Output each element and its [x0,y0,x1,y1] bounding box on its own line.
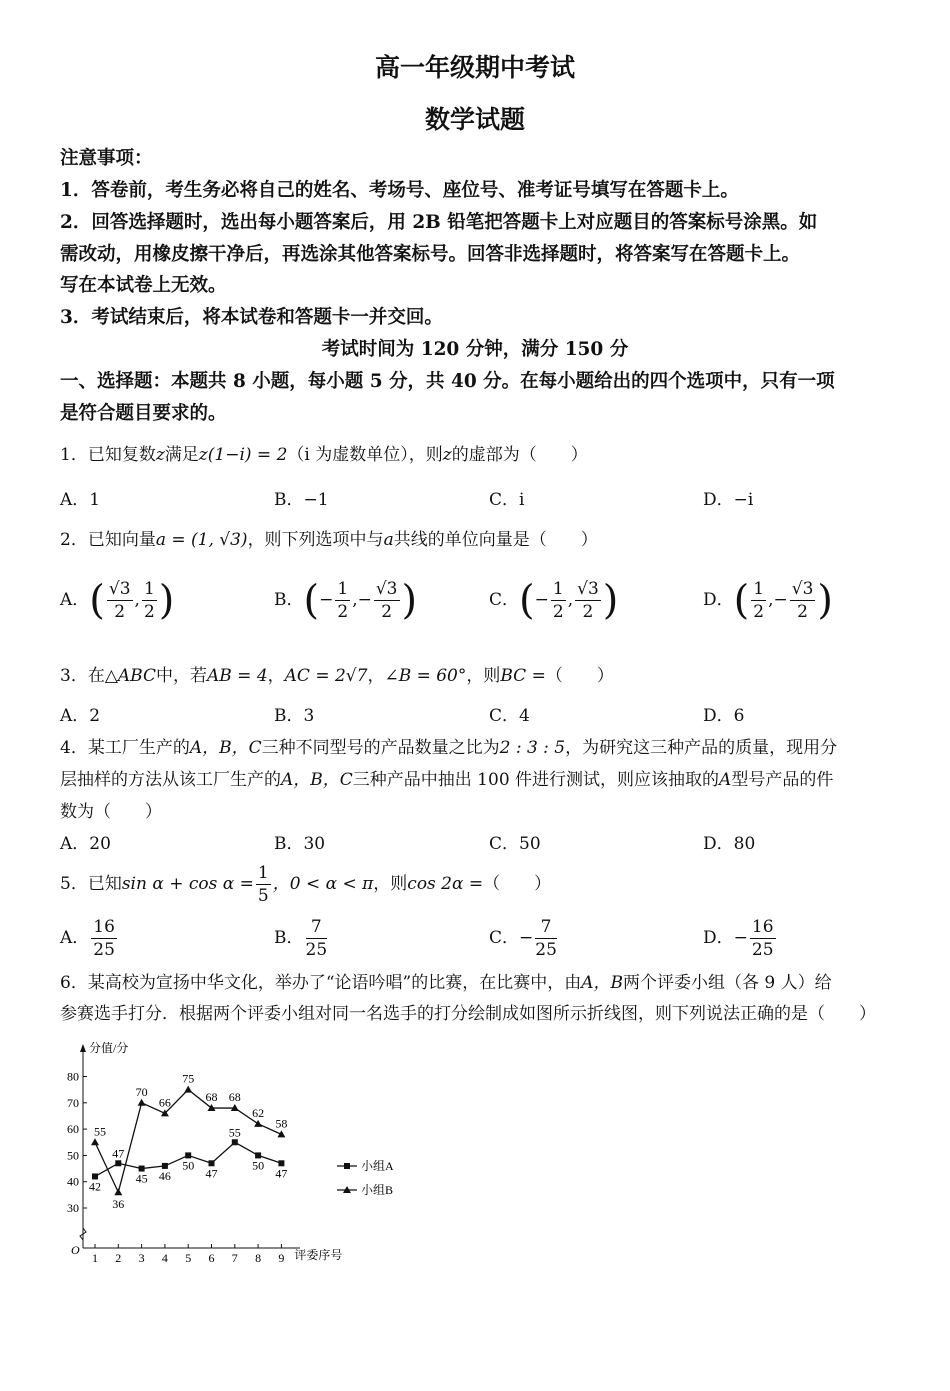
q2-b-den2: 2 [381,602,393,622]
q3-eq-ab: AB = 4 [207,666,268,686]
q1-var-z: z [155,445,165,465]
question-2 [60,525,895,555]
point-b-1 [91,1138,99,1145]
q2-a-num1: √3 [108,579,131,599]
q4-option-c: C．50 [489,834,541,854]
exam-subtitle: 数学试题 [424,105,525,134]
y-axis-label: 分值/分 [89,1041,129,1055]
exam-time: 考试时间为 120 分钟，满分 150 分 [321,339,629,360]
data-label-b-4: 66 [158,1095,171,1110]
q5-option-d: D．− $\frac{16}{25}$ [703,917,774,960]
data-label-a-1: 42 [89,1179,101,1194]
q1-equation: z(1−i) = 2 [198,445,288,465]
question-4-line-1: 4．某工厂生产的A，B，C三种不同型号的产品数量之比为2 : 3 : 5，为研究这三种产品的质量，现用分 [60,738,838,758]
data-label-b-9: 58 [275,1116,288,1131]
x-tick-label-1: 1 [92,1251,98,1265]
q5-eq-cos: cos 2α = [407,874,484,894]
x-axis-label: 评委序号 [294,1248,343,1262]
q2-c-label: C． [489,590,520,610]
q5-option-c: C．− $\frac{7}{25}$ [489,917,557,960]
q2-option-a: A．( $\frac{√3}{2}$ , $\frac{1}{2}$ ) [60,577,175,624]
x-tick-label-8: 8 [255,1251,262,1265]
data-label-a-3: 45 [135,1171,148,1186]
q4-option-b: B．30 [274,834,326,854]
q1-text-c: （i 为虚数单位），则 [287,445,443,465]
data-label-b-5: 75 [182,1071,195,1086]
q1-text-a: 1．已知复数 [60,445,156,465]
q2-c-num2: √3 [577,579,599,599]
q2-vector: a = (1, √3) [155,530,248,550]
y-tick-label-40: 40 [67,1174,79,1189]
q4-abc: A，B，C [189,738,262,758]
notice-item-2-line-3: 写在本试卷上无效。 [60,275,227,296]
q5-frac-den: 5 [257,886,269,906]
x-tick-label-5: 5 [185,1251,192,1265]
q5-option-a: A． $\frac{16}{25}$ [60,917,115,960]
q1-option-a: A．1 [60,490,101,510]
q2-a-den1: 2 [114,602,126,622]
q3-text-b: 中，若 [156,666,207,686]
question-3: 3．在△ABC中，若AB = 4，AC = 2√7，∠B = 60°，则BC =（ ） [60,666,614,686]
question-4-line-3: 数为（ ） [60,802,162,822]
y-tick-label-80: 80 [67,1069,79,1084]
notice-item-3: 3．考试结束后，将本试卷和答题卡一并交回。 [60,307,443,328]
notice-item-1: 1．答卷前，考生务必将自己的姓名、考场号、座位号、准考证号填写在答题卡上。 [60,180,739,201]
q1-option-d: D．−i [703,490,754,510]
y-tick-label-60: 60 [67,1122,79,1137]
legend-marker-a [344,1163,350,1169]
q4-option-d: D．80 [703,834,756,854]
x-tick-label-2: 2 [115,1251,122,1265]
q3-option-a: A．2 [60,706,101,726]
data-label-a-4: 46 [158,1168,171,1183]
q2-c-den1: 2 [552,602,564,622]
q2-option-c: C．(− $\frac{1}{2}$ , $\frac{√3}{2}$ ) [489,577,619,624]
q2-a-den2: 2 [143,602,155,622]
notice-item-2-line-2: 需改动，用橡皮擦干净后，再选涂其他答案标号。回答非选择题时，将答案写在答题卡上。 [60,244,801,265]
legend-label-a: 小组A [361,1159,394,1173]
q3-eq-ac: AC = 2√7 [284,666,368,686]
q2-b-num2: √3 [375,579,398,599]
question-4-line-2: 层抽样的方法从该工厂生产的A，B，C三种产品中抽出 100 件进行测试，则应该抽取的A型号产品的件 [60,770,834,790]
q4-var-a: A [719,770,732,790]
q2-d-label: D． [703,590,734,610]
point-b-5 [184,1086,192,1093]
q3-triangle: △ABC [104,666,156,686]
q2-b-den1: 2 [337,602,349,622]
q3-option-d: D．6 [703,706,745,726]
q2-text-c: 共线的单位向量是（ ） [393,530,598,550]
q1-option-b: B．−1 [274,490,329,510]
data-label-a-6: 47 [205,1166,218,1181]
y-tick-label-70: 70 [67,1095,79,1110]
x-tick-label-3: 3 [138,1251,145,1265]
q1-option-c: C．i [489,490,525,510]
data-label-b-2: 36 [112,1197,125,1212]
q2-option-d: D．( $\frac{1}{2}$ ,− $\frac{√3}{2}$ ) [703,577,833,624]
q2-text-a: 2．已知向量 [60,530,156,550]
q2-a-num2: 1 [143,579,155,599]
q1-var-z-2: z [442,445,452,465]
q4-ratio: 2 : 3 : 5 [499,738,566,758]
q2-d-num2: √3 [791,579,814,599]
data-label-a-8: 50 [252,1158,265,1173]
point-a-2 [115,1160,121,1166]
notice-heading: 注意事项： [60,148,153,169]
q3-eq-bc: BC = [500,666,546,686]
q2-c-num1: 1 [552,579,564,599]
section-1-line-2: 是符合题目要求的。 [60,403,227,424]
x-tick-label-6: 6 [208,1251,215,1265]
q2-b-label: B． [274,590,304,610]
q2-d-den2: 2 [797,602,808,622]
data-label-a-2: 47 [112,1146,125,1161]
q5-eq-sin: sin α + cos α = [121,874,254,894]
y-axis-arrow [80,1044,86,1052]
data-label-b-7: 68 [228,1090,241,1105]
q5-range: ，0 < α < π [272,874,374,894]
point-b-9 [277,1130,285,1137]
point-a-7 [232,1139,238,1145]
point-b-2 [114,1188,122,1195]
data-label-b-8: 62 [252,1105,265,1120]
data-label-a-7: 55 [228,1125,241,1140]
q3-text-d: （ ） [545,666,614,686]
y-tick-label-30: 30 [67,1201,79,1215]
q2-var-a: a [383,530,394,550]
q2-b-num1: 1 [337,579,349,599]
q3-option-b: B．3 [274,706,315,726]
x-tick-label-4: 4 [161,1251,168,1265]
data-label-a-5: 50 [182,1158,195,1173]
section-1-line-1: 一、选择题：本题共 8 小题，每小题 5 分，共 40 分。在每小题给出的四个选项中，只有一项 [60,371,835,392]
q1-text-d: 的虚部为（ ） [451,445,588,465]
question-1 [60,440,895,470]
q2-text-b: ，则下列选项中与 [247,530,384,550]
q3-text-c: ，则 [466,666,501,686]
point-b-3 [138,1099,146,1106]
data-label-b-1: 55 [94,1124,106,1139]
data-label-a-9: 47 [275,1166,288,1181]
y-tick-label-50: 50 [67,1148,79,1163]
q6-ab: A，B [581,973,623,993]
point-b-8 [254,1120,262,1127]
q3-option-c: C．4 [489,706,530,726]
q4-abc-2: A，B，C [281,770,353,790]
q2-d-den1: 2 [753,602,765,622]
data-label-b-6: 68 [205,1090,218,1105]
q3-text-a: 3．在 [60,666,105,686]
q1-text-b: 满足 [164,445,199,465]
q2-d-num1: 1 [753,579,765,599]
q2-option-b: B．(− $\frac{1}{2}$ ,− $\frac{√3}{2}$ ) [274,577,418,624]
q2-c-den2: 2 [582,602,594,622]
question-6-line-1: 6．某高校为宣扬中华文化，举办了“论语吟唱”的比赛，在比赛中，由A，B两个评委小组（各 9 人）给 [60,973,832,993]
question-6-line-2: 参赛选手打分．根据两个评委小组对同一名选手的打分绘制成如图所示折线图，则下列说法正确的是（ ） [60,1004,876,1024]
q2-a-label: A． [60,590,90,610]
notice-item-2-line-1: 2．回答选择题时，选出每小题答案后，用 2B 铅笔把答题卡上对应题目的答案标号涂黑。如 [60,212,818,233]
q3-eq-angle: ∠B = 60° [384,666,467,686]
x-tick-label-9: 9 [278,1251,285,1265]
line-chart [60,1038,420,1268]
exam-title: 高一年级期中考试 [374,53,575,82]
origin-label: O [71,1243,80,1257]
q4-option-a: A．20 [60,834,111,854]
data-label-b-3: 70 [135,1084,148,1099]
q5-option-b: B． $\frac{7}{25}$ [274,917,328,960]
q5-frac-num: 1 [257,863,269,883]
x-tick-label-7: 7 [231,1251,238,1265]
question-5: 5．已知sin α + cos α = $\frac{1}{5}$ ，0 < α < π，则cos 2α =（ ） [60,863,552,906]
legend-label-b: 小组B [361,1183,394,1197]
